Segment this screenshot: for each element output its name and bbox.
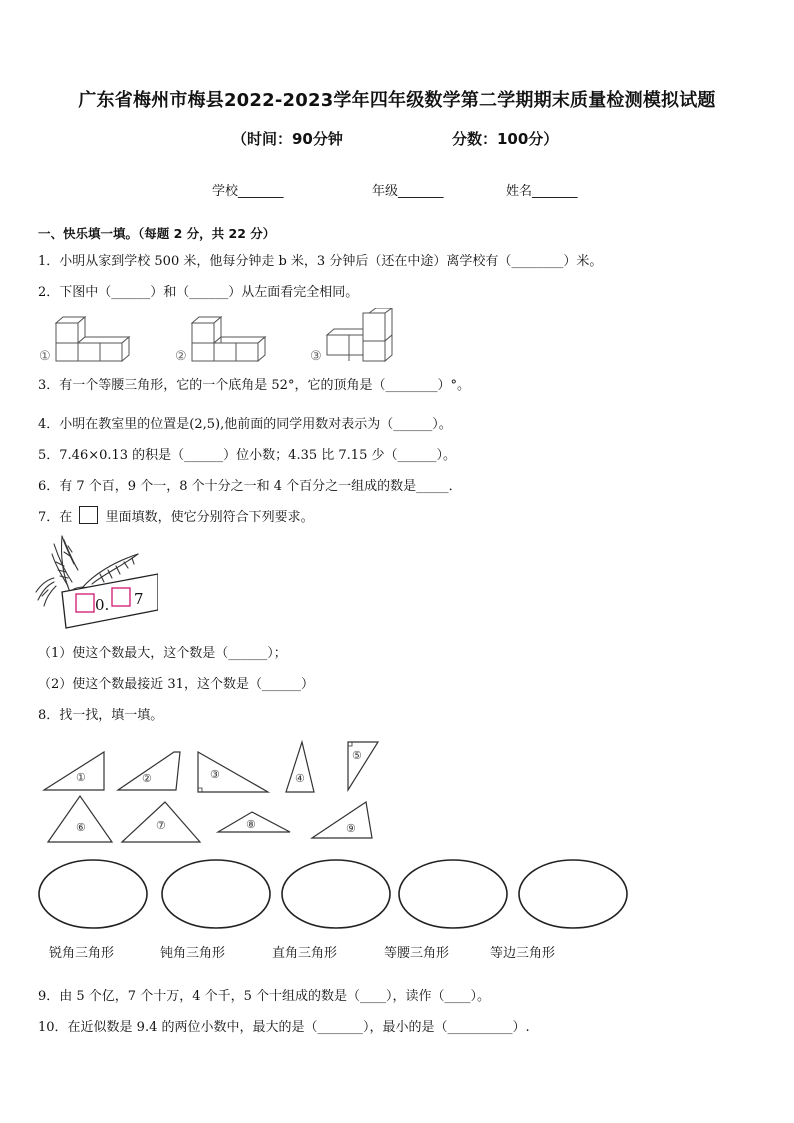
cube-label-2: ② xyxy=(175,349,187,364)
exam-time: （时间：90分钟 xyxy=(232,130,343,148)
section-heading: 一、快乐填一填。（每题 2 分，共 22 分） xyxy=(38,226,276,241)
triangle-label-6: ⑥ xyxy=(76,821,86,834)
cube-figures xyxy=(36,308,406,366)
triangle-label-2: ② xyxy=(142,772,152,785)
school-field: 学校_______ xyxy=(212,184,284,199)
triangle-1 xyxy=(44,752,104,790)
triangle-label-3: ③ xyxy=(210,768,220,781)
ellipse-obtuse xyxy=(162,860,270,928)
exam-score: 分数：100分） xyxy=(452,130,559,148)
ellipse-isosceles xyxy=(399,860,507,928)
page-title: 广东省梅州市梅县2022-2023学年四年级数学第二学期期末质量检测模拟试题 xyxy=(78,90,716,111)
category-ellipses xyxy=(0,856,794,936)
ellipse-equilateral xyxy=(519,860,627,928)
cube-label-1: ① xyxy=(39,349,51,364)
label-acute-triangle: 锐角三角形 xyxy=(49,946,115,961)
triangle-label-5: ⑤ xyxy=(352,749,362,762)
question-7-part-1: （1）使这个数最大，这个数是（______）； xyxy=(38,646,287,661)
question-10: 10．在近似数是 9.4 的两位小数中，最大的是（_______），最小的是（__________）. xyxy=(38,1020,530,1035)
triangle-label-8: ⑧ xyxy=(246,818,256,831)
question-4: 4．小明在教室里的位置是(2,5),他前面的同学用数对表示为（______）。 xyxy=(38,417,452,432)
label-equilateral-triangle: 等边三角形 xyxy=(490,946,556,961)
label-isosceles-triangle: 等腰三角形 xyxy=(384,946,450,961)
triangle-3 xyxy=(198,752,268,792)
question-9: 9．由 5 个亿，7 个十万，4 个千，5 个十组成的数是（____），读作（____）。 xyxy=(38,989,491,1004)
question-3: 3．有一个等腰三角形，它的一个底角是 52°，它的顶角是（________）°。 xyxy=(38,378,470,393)
grade-field: 年级_______ xyxy=(372,184,444,199)
triangle-label-1: ① xyxy=(76,771,86,784)
triangle-label-4: ④ xyxy=(295,772,305,785)
question-1: 1．小明从家到学校 500 米，他每分钟走 b 米，3 分钟后（还在中途）离学校有（________）米。 xyxy=(38,254,603,269)
question-7-part-2: （2）使这个数最接近 31，这个数是（______） xyxy=(38,677,314,692)
cube-figure-3 xyxy=(327,308,392,361)
ellipse-acute xyxy=(39,860,147,928)
card-decimal: 0. xyxy=(95,596,110,614)
dove-illustration xyxy=(34,530,158,630)
triangle-label-7: ⑦ xyxy=(156,819,166,832)
cube-label-3: ③ xyxy=(310,349,322,364)
triangle-label-9: ⑨ xyxy=(346,822,356,835)
triangle-6 xyxy=(48,796,112,842)
answer-box xyxy=(79,506,98,524)
question-2: 2．下图中（______）和（______）从左面看完全相同。 xyxy=(38,285,359,300)
question-7 xyxy=(38,506,314,525)
question-7-prefix: 7．在 xyxy=(38,510,73,525)
cube-figure-1 xyxy=(56,317,129,361)
card-blank-box-2 xyxy=(112,588,130,606)
label-obtuse-triangle: 钝角三角形 xyxy=(160,946,226,961)
question-5: 5．7.46×0.13 的积是（______）位小数；4.35 比 7.15 少（______）。 xyxy=(38,448,456,463)
cube-figure-2 xyxy=(192,317,265,361)
triangle-9 xyxy=(312,802,372,838)
number-card xyxy=(62,574,158,628)
name-field: 姓名_______ xyxy=(506,184,578,199)
ellipse-right xyxy=(282,860,390,928)
label-right-triangle: 直角三角形 xyxy=(272,946,338,961)
question-7-suffix: 里面填数，使它分别符合下列要求。 xyxy=(105,510,314,525)
question-6: 6．有 7 个百，9 个一，8 个十分之一和 4 个百分之一组成的数是_____． xyxy=(38,479,462,494)
card-blank-box-1 xyxy=(76,594,94,612)
question-8: 8．找一找，填一填。 xyxy=(38,708,164,723)
card-digit-seven: 7 xyxy=(134,590,144,608)
triangle-figures xyxy=(0,730,794,850)
